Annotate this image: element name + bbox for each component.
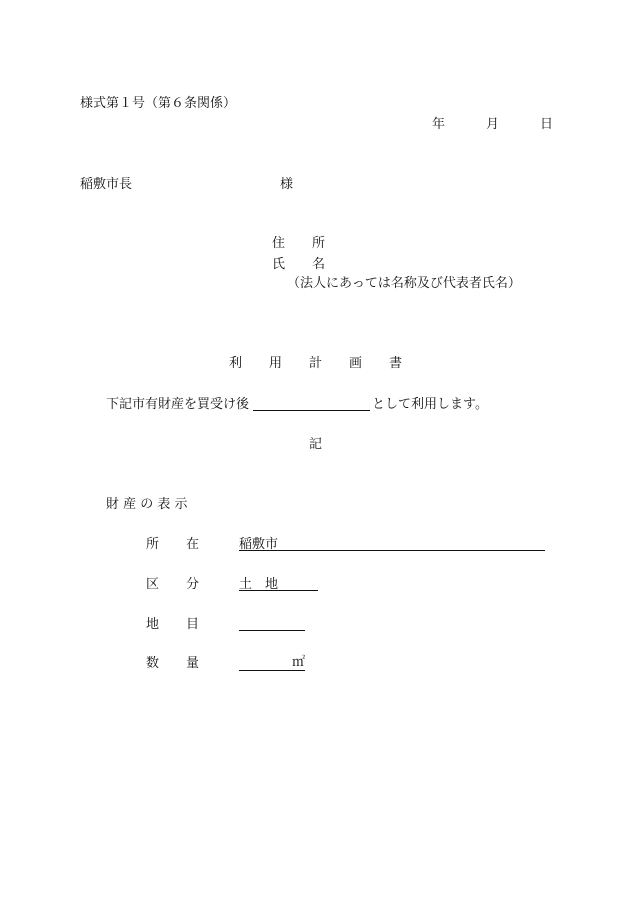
body-prefix: 下記市有財産を買受け後	[106, 397, 250, 412]
category-value: 土 地	[239, 577, 279, 592]
addressee-honorific: 様	[280, 177, 294, 192]
usage-blank-line	[253, 410, 370, 411]
applicant-address-label-2: 所	[312, 236, 326, 251]
ki-heading: 記	[309, 437, 323, 452]
location-underline	[239, 550, 545, 551]
body-suffix: として利用します。	[372, 397, 488, 412]
land-type-label-1: 地	[146, 617, 160, 632]
date-day-label: 日	[540, 117, 554, 132]
addressee-name: 稲敷市長	[80, 177, 133, 192]
title-char: 用	[269, 356, 283, 371]
location-value: 稲敷市	[239, 537, 279, 552]
category-underline	[239, 590, 318, 591]
location-label-1: 所	[146, 537, 160, 552]
title-char: 計	[309, 356, 323, 371]
date-month-label: 月	[486, 117, 500, 132]
land-type-underline	[239, 630, 305, 631]
title-char: 利	[229, 356, 243, 371]
quantity-underline	[239, 670, 305, 671]
quantity-label-1: 数	[146, 656, 160, 671]
quantity-unit: ㎡	[292, 655, 306, 670]
title-char: 画	[349, 356, 363, 371]
section-title: 財 産 の 表 示	[106, 497, 188, 512]
category-label-1: 区	[146, 577, 160, 592]
quantity-label-2: 量	[186, 656, 200, 671]
location-label-2: 在	[186, 537, 200, 552]
date-year-label: 年	[432, 117, 446, 132]
form-number: 様式第１号（第６条関係）	[80, 96, 237, 111]
applicant-note: （法人にあっては名称及び代表者氏名）	[287, 276, 521, 291]
title-char: 書	[389, 356, 403, 371]
applicant-name-label-2: 名	[312, 257, 326, 272]
applicant-name-label-1: 氏	[272, 257, 286, 272]
applicant-address-label-1: 住	[272, 236, 286, 251]
category-label-2: 分	[186, 577, 200, 592]
land-type-label-2: 目	[186, 617, 200, 632]
